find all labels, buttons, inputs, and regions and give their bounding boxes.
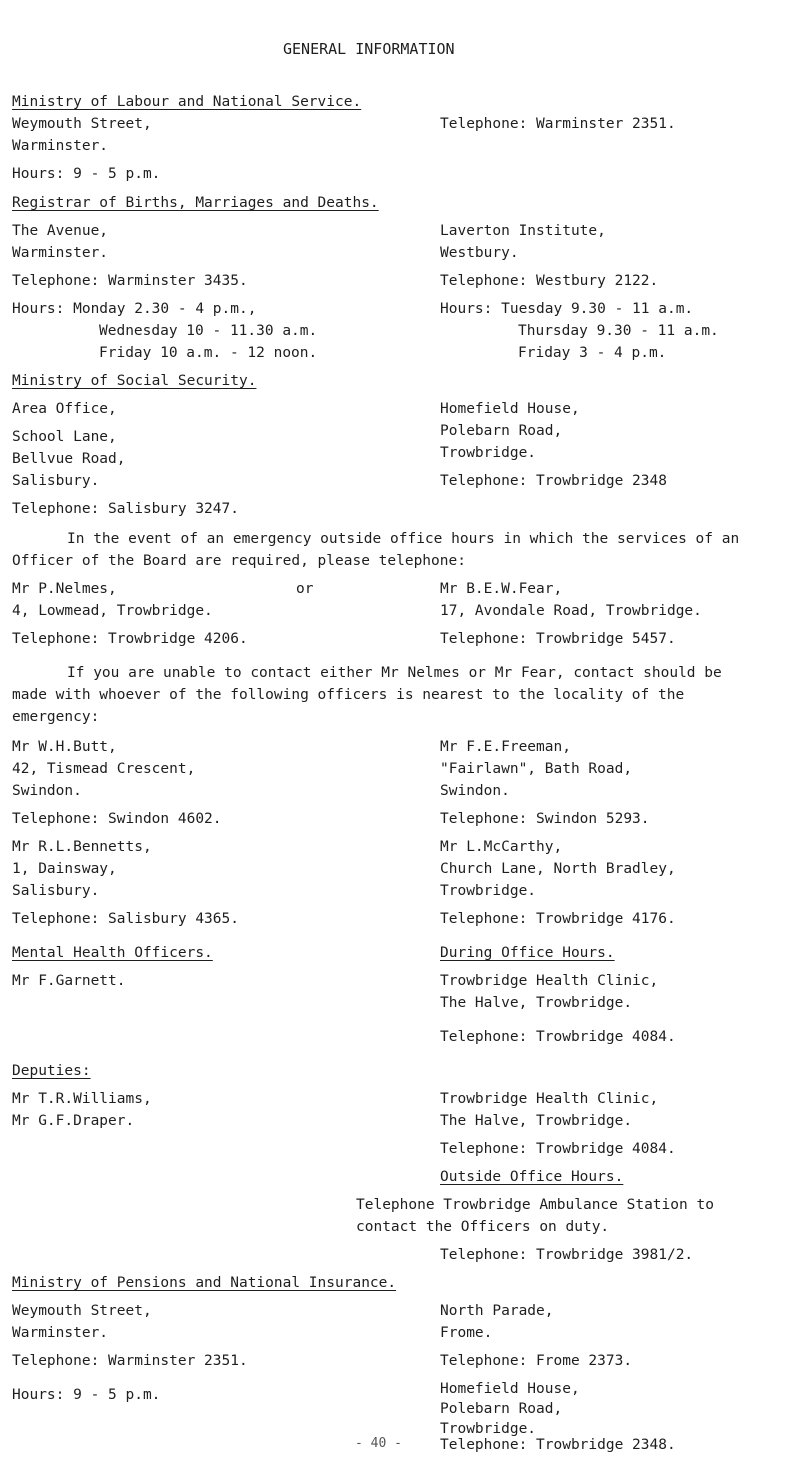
pensions-right-address: Polebarn Road, bbox=[440, 1401, 563, 1417]
mental-health-officer: Mr F.Garnett. bbox=[12, 973, 126, 989]
clinic-line: Trowbridge Health Clinic, bbox=[440, 1091, 659, 1107]
registrar-left-address: Warminster. bbox=[12, 245, 109, 261]
pensions-left-telephone: Telephone: Warminster 2351. bbox=[12, 1353, 248, 1369]
registrar-right-address: Westbury. bbox=[440, 245, 519, 261]
registrar-left-telephone: Telephone: Warminster 3435. bbox=[12, 273, 248, 289]
social-right-address: Polebarn Road, bbox=[440, 423, 563, 439]
officer-line: Swindon. bbox=[12, 783, 82, 799]
social-left-address: Bellvue Road, bbox=[12, 451, 126, 467]
officer-line: Mr F.E.Freeman, bbox=[440, 739, 571, 755]
officer-line: Trowbridge. bbox=[440, 883, 537, 899]
outside-hours-heading: Outside Office Hours. bbox=[440, 1169, 624, 1185]
deputies-heading: Deputies: bbox=[12, 1063, 91, 1079]
officer-line: "Fairlawn", Bath Road, bbox=[440, 761, 633, 777]
during-hours-heading: During Office Hours. bbox=[440, 945, 615, 961]
pensions-left-address: Warminster. bbox=[12, 1325, 109, 1341]
officer-line: Mr L.McCarthy, bbox=[440, 839, 563, 855]
page-number: - 40 - bbox=[355, 1436, 402, 1451]
page-title: GENERAL INFORMATION bbox=[283, 40, 455, 58]
pensions-right-address: North Parade, bbox=[440, 1303, 554, 1319]
social-left-address: School Lane, bbox=[12, 429, 117, 445]
social-left-address: Area Office, bbox=[12, 401, 117, 417]
emergency-intro: In the event of an emergency outside office hours in which the services of an Officer of the Board are required, please telephone: bbox=[12, 531, 740, 569]
emergency-officer-telephone: Telephone: Trowbridge 4206. bbox=[12, 631, 248, 647]
emergency-officer-line: 4, Lowmead, Trowbridge. bbox=[12, 603, 213, 619]
clinic-line: The Halve, Trowbridge. bbox=[440, 995, 633, 1011]
pensions-left-hours: Hours: 9 - 5 p.m. bbox=[12, 1387, 161, 1403]
registrar-right-hours: Thursday 9.30 - 11 a.m. bbox=[518, 323, 719, 339]
mental-health-heading: Mental Health Officers. bbox=[12, 945, 213, 961]
clinic-line: Trowbridge Health Clinic, bbox=[440, 973, 659, 989]
labour-address-line: Weymouth Street, bbox=[12, 116, 152, 132]
officer-line: 42, Tismead Crescent, bbox=[12, 761, 196, 777]
registrar-left-hours: Hours: Monday 2.30 - 4 p.m., bbox=[12, 301, 257, 317]
pensions-right-telephone: Telephone: Frome 2373. bbox=[440, 1353, 633, 1369]
deputy-name: Mr T.R.Williams, bbox=[12, 1091, 152, 1107]
labour-hours: Hours: 9 - 5 p.m. bbox=[12, 166, 161, 182]
registrar-right-hours: Friday 3 - 4 p.m. bbox=[518, 345, 667, 361]
officer-telephone: Telephone: Swindon 4602. bbox=[12, 811, 222, 827]
outside-hours-line: Telephone Trowbridge Ambulance Station to bbox=[356, 1197, 714, 1213]
emergency-fallback: If you are unable to contact either Mr Nelmes or Mr Fear, contact should be made with whoever of the following officers is nearest to the locality of the emergency: bbox=[12, 665, 722, 725]
labour-telephone: Telephone: Warminster 2351. bbox=[440, 116, 676, 132]
officer-line: 1, Dainsway, bbox=[12, 861, 117, 877]
social-right-address: Trowbridge. bbox=[440, 445, 537, 461]
clinic-line: The Halve, Trowbridge. bbox=[440, 1113, 633, 1129]
clinic-telephone: Telephone: Trowbridge 4084. bbox=[440, 1141, 676, 1157]
emergency-officer-line: Mr P.Nelmes, bbox=[12, 581, 117, 597]
outside-hours-line: contact the Officers on duty. bbox=[356, 1219, 610, 1235]
social-left-telephone: Telephone: Salisbury 3247. bbox=[12, 501, 239, 517]
social-right-telephone: Telephone: Trowbridge 2348 bbox=[440, 473, 667, 489]
pensions-right-telephone: Telephone: Trowbridge 2348. bbox=[440, 1437, 676, 1453]
officer-line: Swindon. bbox=[440, 783, 510, 799]
registrar-right-address: Laverton Institute, bbox=[440, 223, 606, 239]
pensions-right-address: Trowbridge. bbox=[440, 1421, 537, 1437]
labour-address-line: Warminster. bbox=[12, 138, 109, 154]
pensions-left-address: Weymouth Street, bbox=[12, 1303, 152, 1319]
registrar-left-hours: Wednesday 10 - 11.30 a.m. bbox=[99, 323, 318, 339]
emergency-or: or bbox=[296, 581, 314, 597]
pensions-right-address: Homefield House, bbox=[440, 1381, 580, 1397]
pensions-right-address: Frome. bbox=[440, 1325, 493, 1341]
officer-line: Mr W.H.Butt, bbox=[12, 739, 117, 755]
social-right-address: Homefield House, bbox=[440, 401, 580, 417]
labour-heading: Ministry of Labour and National Service. bbox=[12, 94, 362, 110]
registrar-heading: Registrar of Births, Marriages and Deaths. bbox=[12, 195, 379, 211]
officer-line: Church Lane, North Bradley, bbox=[440, 861, 676, 877]
registrar-right-telephone: Telephone: Westbury 2122. bbox=[440, 273, 659, 289]
registrar-left-hours: Friday 10 a.m. - 12 noon. bbox=[99, 345, 318, 361]
officer-line: Salisbury. bbox=[12, 883, 100, 899]
pensions-heading: Ministry of Pensions and National Insurance. bbox=[12, 1275, 397, 1291]
clinic-telephone: Telephone: Trowbridge 4084. bbox=[440, 1029, 676, 1045]
emergency-officer-telephone: Telephone: Trowbridge 5457. bbox=[440, 631, 676, 647]
outside-hours-telephone: Telephone: Trowbridge 3981/2. bbox=[440, 1247, 694, 1263]
social-heading: Ministry of Social Security. bbox=[12, 373, 257, 389]
social-left-address: Salisbury. bbox=[12, 473, 100, 489]
emergency-officer-line: Mr B.E.W.Fear, bbox=[440, 581, 563, 597]
emergency-officer-line: 17, Avondale Road, Trowbridge. bbox=[440, 603, 702, 619]
registrar-right-hours: Hours: Tuesday 9.30 - 11 a.m. bbox=[440, 301, 694, 317]
officer-line: Mr R.L.Bennetts, bbox=[12, 839, 152, 855]
officer-telephone: Telephone: Salisbury 4365. bbox=[12, 911, 239, 927]
registrar-left-address: The Avenue, bbox=[12, 223, 109, 239]
deputy-name: Mr G.F.Draper. bbox=[12, 1113, 135, 1129]
officer-telephone: Telephone: Swindon 5293. bbox=[440, 811, 650, 827]
officer-telephone: Telephone: Trowbridge 4176. bbox=[440, 911, 676, 927]
